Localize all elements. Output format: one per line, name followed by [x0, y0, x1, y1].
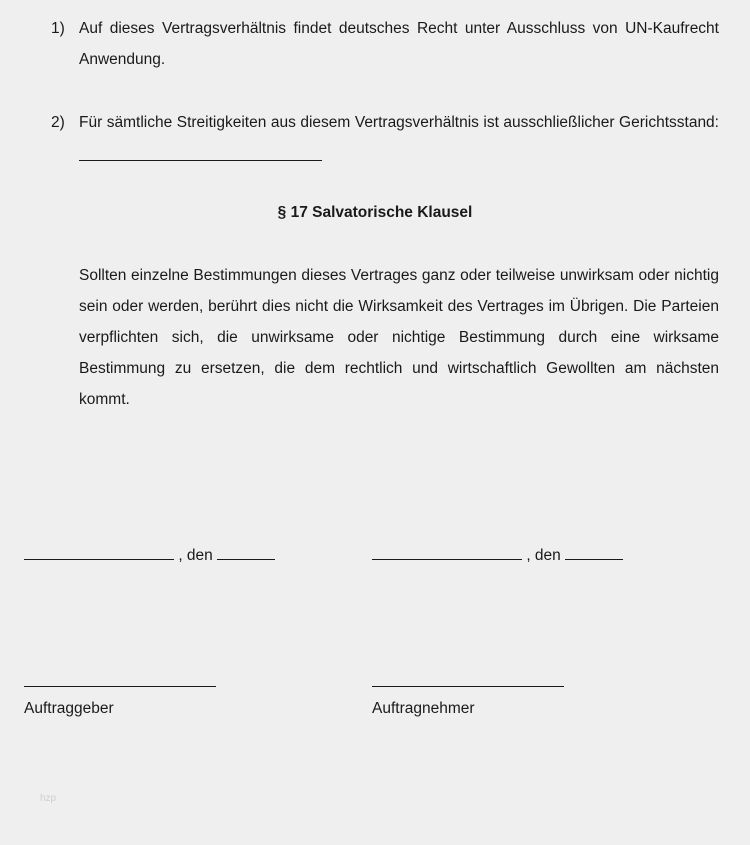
list-number-2: 2)	[51, 114, 65, 131]
list-item-2-line1: Für sämtliche Streitigkeiten aus diesem Vertragsverhältnis ist ausschließlicher Gerichtsstand:	[79, 114, 719, 131]
place-date-right	[372, 545, 623, 565]
jurisdiction-blank-line[interactable]	[79, 160, 322, 161]
date-blank-left[interactable]	[217, 545, 275, 560]
watermark: hzp	[40, 793, 57, 804]
signature-label-client: Auftraggeber	[24, 700, 114, 717]
list-item-1-line2: Anwendung.	[79, 51, 166, 68]
date-blank-right[interactable]	[565, 545, 623, 560]
list-item-1-text	[79, 13, 719, 75]
section-body: Sollten einzelne Bestimmungen dieses Vertrages ganz oder teilweise unwirksam oder nichtig sein oder werden, berührt dies nicht die Wirksamkeit des Vertrages im Übrigen. Die Parteien verpflichten sich, die unwirksame oder nichtige Bestimmung durch eine wirksame Bestimmung zu ersetzen, die dem rechtlich und wirtschaftlich Gewollten am nächsten kommt.	[79, 267, 719, 408]
place-blank-left[interactable]	[24, 545, 174, 560]
list-item-1-line1: Auf dieses Vertragsverhältnis findet deutsches Recht unter Ausschluss von UN-Kaufrecht	[79, 20, 719, 37]
place-blank-right[interactable]	[372, 545, 522, 560]
signature-line-right[interactable]	[372, 686, 564, 687]
section-heading: § 17 Salvatorische Klausel	[277, 204, 473, 221]
signature-label-contractor: Auftragnehmer	[372, 700, 475, 717]
date-connector-right: , den	[526, 547, 561, 564]
signature-line-left[interactable]	[24, 686, 216, 687]
list-number-1: 1)	[51, 20, 65, 37]
date-connector-left: , den	[178, 547, 213, 564]
place-date-left	[24, 545, 275, 565]
list-item-2-text	[79, 107, 719, 138]
